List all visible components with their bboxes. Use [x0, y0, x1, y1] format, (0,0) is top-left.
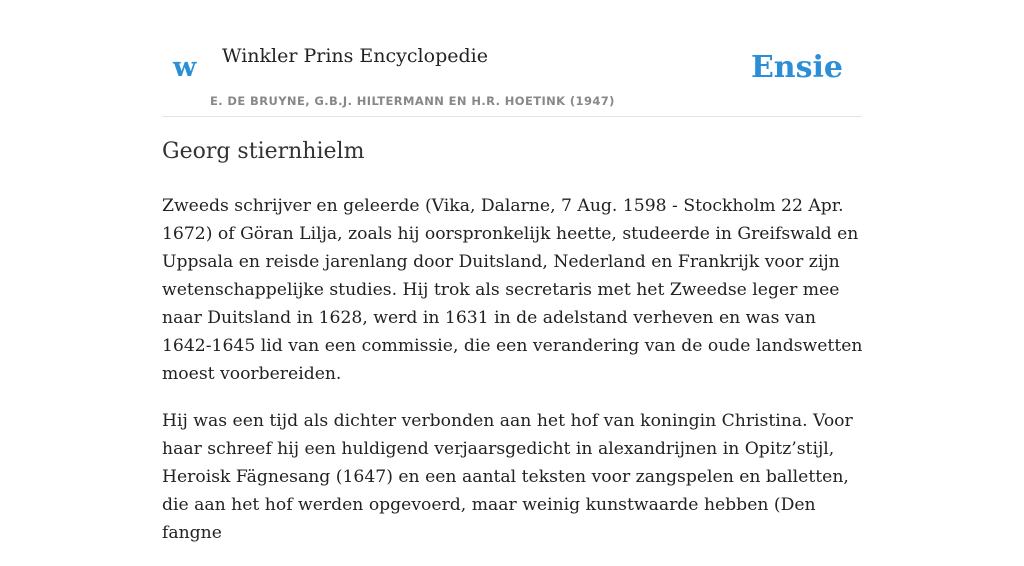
article-body [162, 192, 868, 566]
page-title: Georg stiernhielm [162, 139, 365, 164]
site-header [162, 0, 862, 117]
source-logo-icon[interactable]: w [173, 52, 197, 83]
article-paragraph: Hij was een tijd als dichter verbonden aan het hof van koningin Christina. Voor haar schreef hij een huldigend verjaarsgedicht in alexandrijnen in Opitz’stijl, Heroisk Fägnesang (1647) en een aantal teksten voor zangspelen en balletten, die aan het hof werden opgevoerd, maar weinig kunstwaarde hebben (Den fangne [162, 411, 853, 543]
ensie-brand-link[interactable]: Ensie [750, 50, 843, 85]
source-authors: E. DE BRUYNE, G.B.J. HILTERMANN EN H.R. HOETINK (1947) [210, 94, 615, 108]
article-paragraph: Zweeds schrijver en geleerde (Vika, Dalarne, 7 Aug. 1598 - Stockholm 22 Apr. 1672) of Göran Lilja, zoals hij oorspronkelijk heette, studeerde in Greifswald en Uppsala en reisde jarenlang door Duitsland, Nederland en Frankrijk voor zijn wetenschappelijke studies. Hij trok als secretaris met het Zweedse leger mee naar Duitsland in 1628, werd in 1631 in de adelstand verheven en was van 1642-1645 lid van een commissie, die een verandering van de oude landswetten moest voorbereiden. [162, 196, 863, 384]
source-title[interactable]: Winkler Prins Encyclopedie [222, 45, 488, 67]
